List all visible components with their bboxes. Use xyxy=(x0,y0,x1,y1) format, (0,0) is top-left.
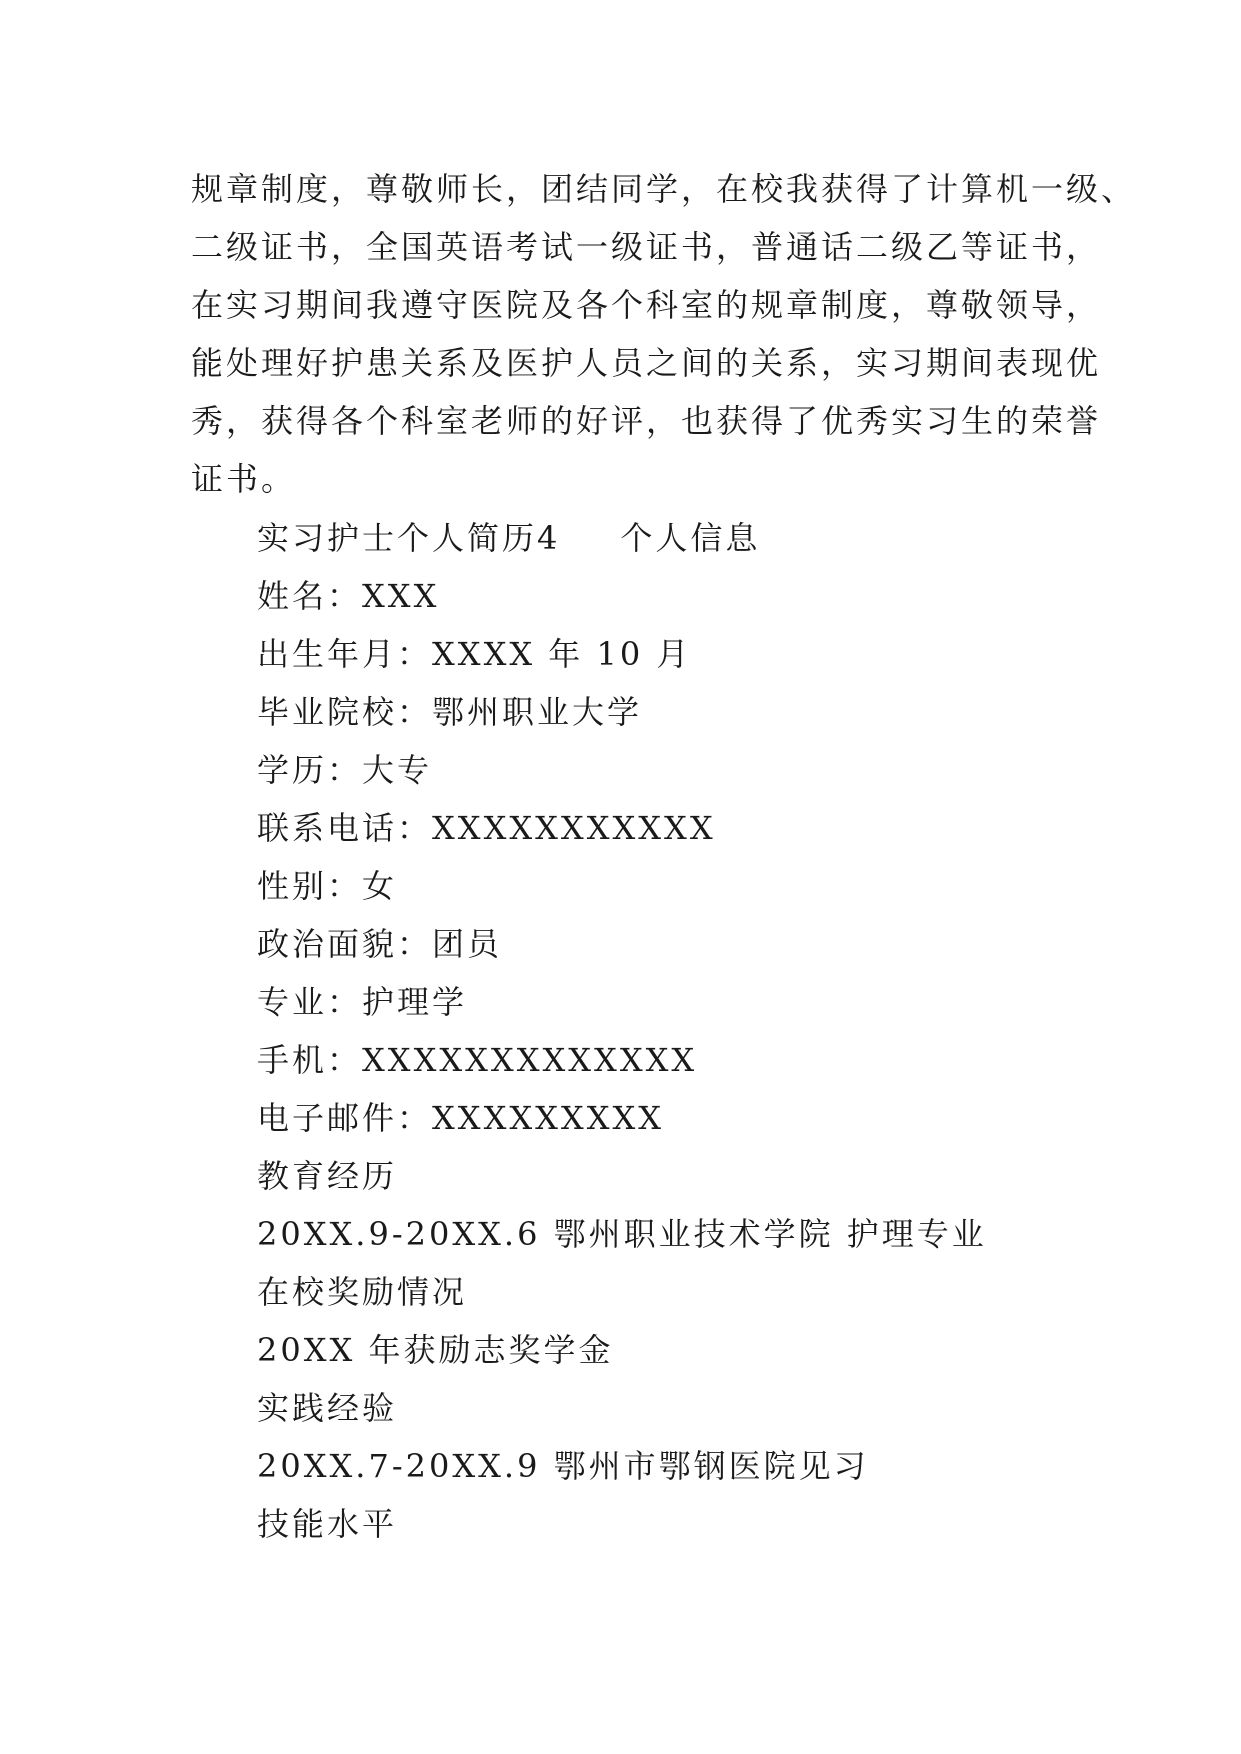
section-title-skills: 技能水平 xyxy=(257,1505,398,1543)
paragraph-line: 能处理好护患关系及医护人员之间的关系，实习期间表现优 xyxy=(191,344,1102,382)
field-gender: 性别：女 xyxy=(257,867,398,905)
field-email: 电子邮件：XXXXXXXXX xyxy=(257,1099,665,1137)
practice-entry: 20XX.7-20XX.9 鄂州市鄂钢医院见习 xyxy=(257,1447,869,1485)
education-entry: 20XX.9-20XX.6 鄂州职业技术学院 护理专业 xyxy=(257,1215,987,1253)
section-title-practice: 实践经验 xyxy=(257,1389,398,1427)
paragraph-line: 证书。 xyxy=(191,460,297,498)
field-name: 姓名：XXX xyxy=(257,577,440,615)
field-birth-date: 出生年月：XXXX 年 10 月 xyxy=(257,635,692,673)
field-phone: 联系电话：XXXXXXXXXXX xyxy=(257,809,716,847)
award-entry: 20XX 年获励志奖学金 xyxy=(257,1331,614,1369)
paragraph-line: 在实习期间我遵守医院及各个科室的规章制度，尊敬领导， xyxy=(191,286,1102,324)
field-political-status: 政治面貌：团员 xyxy=(257,925,503,963)
field-mobile: 手机：XXXXXXXXXXXXX xyxy=(257,1041,698,1079)
field-major: 专业：护理学 xyxy=(257,983,468,1021)
field-education-level: 学历：大专 xyxy=(257,751,433,789)
resume-title: 实习护士个人简历4 xyxy=(257,519,561,557)
paragraph-line: 二级证书，全国英语考试一级证书，普通话二级乙等证书， xyxy=(191,228,1102,266)
resume-section xyxy=(257,509,1077,1553)
paragraph-line: 规章制度，尊敬师长，团结同学，在校我获得了计算机一级、 xyxy=(191,170,1137,208)
section-title-education: 教育经历 xyxy=(257,1157,398,1195)
field-school: 毕业院校：鄂州职业大学 xyxy=(257,693,643,731)
resume-heading xyxy=(257,509,1077,567)
section-title-awards: 在校奖励情况 xyxy=(257,1273,468,1311)
intro-paragraph xyxy=(191,160,1137,508)
section-title-personal-info: 个人信息 xyxy=(620,519,761,557)
paragraph-line: 秀，获得各个科室老师的好评，也获得了优秀实习生的荣誉 xyxy=(191,402,1102,440)
